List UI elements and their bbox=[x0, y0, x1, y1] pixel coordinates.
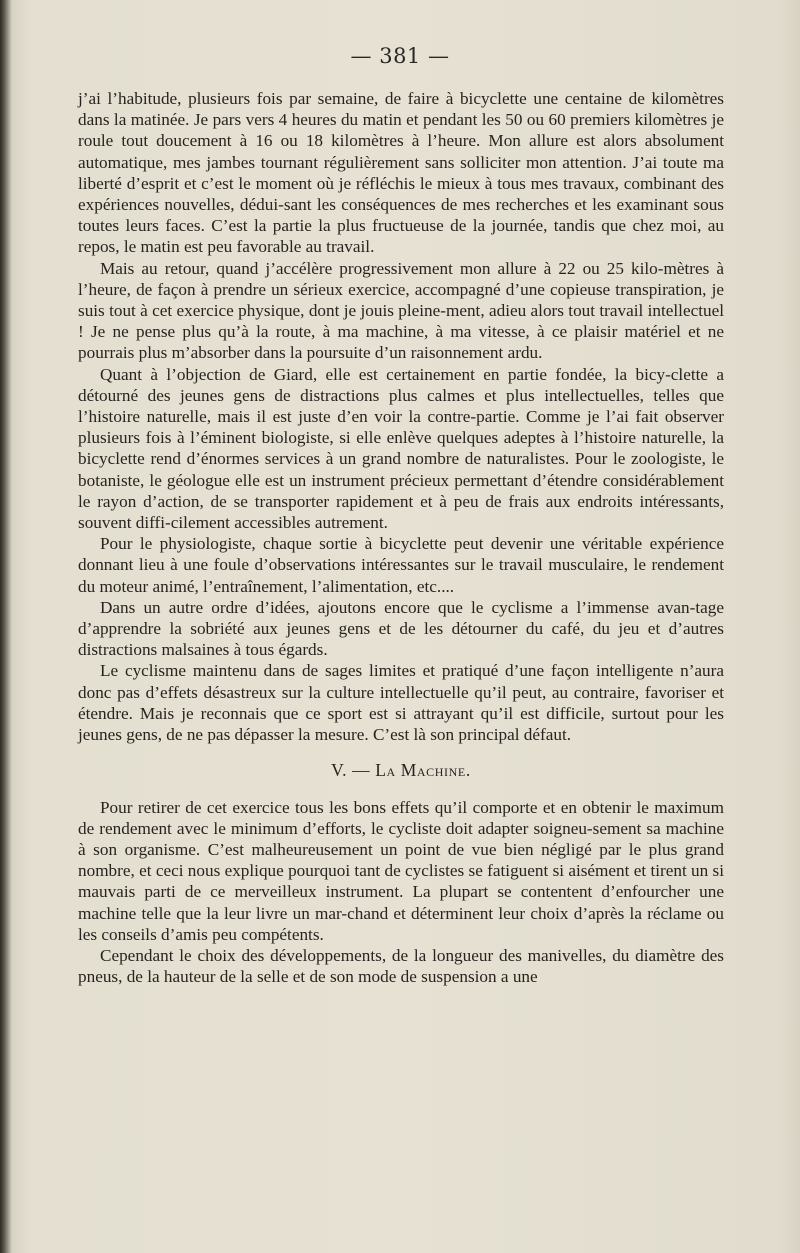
section-title: La Machine. bbox=[375, 760, 471, 781]
body-text bbox=[78, 88, 724, 987]
paragraph-6: Le cyclisme maintenu dans de sages limites et pratiqué d’une façon intelligente n’aura donc pas d’effets désastreux sur la culture intellectuelle qu’il peut, au contraire, favoriser et étendre. Mais je reconnais que ce sport est si attrayant qu’il est difficile, surtout pour les jeunes gens, de ne pas dépasser la mesure. C’est là son principal défaut. bbox=[78, 661, 724, 745]
paragraph-2: Mais au retour, quand j’accélère progressivement mon allure à 22 ou 25 kilo-mètres à l’heure, de façon à prendre un sérieux exercice, accompagné d’une copieuse transpiration, je suis tout à cet exercice physique, dont je jouis pleine-ment, adieu alors tout travail intellectuel ! Je ne pense plus qu’à la route, à ma machine, à ma vitesse, à ce plaisir matériel et ne pourrais plus m’absorber dans la poursuite d’un raisonnement ardu. bbox=[78, 258, 724, 363]
paragraph-4: Pour le physiologiste, chaque sortie à bicyclette peut devenir une véritable expérience donnant lieu à une foule d’observations intéressantes sur le travail musculaire, le rendement du moteur animé, l’entraînement, l’alimentation, etc.... bbox=[78, 534, 724, 596]
paragraph-1: j’ai l’habitude, plusieurs fois par semaine, de faire à bicyclette une centaine de kilomètres dans la matinée. Je pars vers 4 heures du matin et pendant les 50 ou 60 premiers kilomètres je roule tout doucement à 16 ou 18 kilomètres à l’heure. Mon allure est alors absolument automatique, mes jambes tournant régulièrement sans solliciter mon attention. J’ai toute ma liberté d’esprit et c’est le moment où je réfléchis le mieux à tous mes travaux, combinant des expériences nouvelles, dédui-sant les conséquences de mes recherches et les examinant sous toutes leurs faces. C’est la partie la plus fructueuse de la journée, tandis que chez moi, au repos, le matin est peu favorable au travail. bbox=[78, 89, 724, 257]
paragraph-5: Dans un autre ordre d’idées, ajoutons encore que le cyclisme a l’immense avan-tage d’apprendre la sobriété aux jeunes gens et de les détourner du café, du jeu et d’autres distractions malsaines à tous égards. bbox=[78, 597, 724, 660]
section-heading bbox=[78, 760, 724, 781]
paragraph-3: Quant à l’objection de Giard, elle est certainement en partie fondée, la bicy-clette a détourné des jeunes gens de distractions plus calmes et plus intellectuelles, telles que l’histoire naturelle, mais il est juste d’en voir la contre-partie. Comme je l’ai fait observer plusieurs fois à l’éminent biologiste, si elle enlève quelques adeptes à l’histoire naturelle, la bicyclette rend d’énormes services à un grand nombre de naturalistes. Pour le zoologiste, le botaniste, le géologue elle est un instrument précieux permettant d’étendre considérablement le rayon d’action, de se transporter rapidement et à peu de frais aux endroits intéressants, souvent diffi-cilement accessibles autrement. bbox=[78, 364, 724, 533]
binding-edge-shadow bbox=[0, 0, 12, 1253]
section-number: V. — bbox=[331, 760, 371, 781]
paragraph-8: Cependant le choix des développements, de la longueur des manivelles, du diamètre des pneus, de la hauteur de la selle et de son mode de suspension a une bbox=[78, 945, 724, 987]
paragraph-7: Pour retirer de cet exercice tous les bons effets qu’il comporte et en obtenir le maximum de rendement avec le minimum d’efforts, le cycliste doit adapter soigneu-sement sa machine à son organisme. C’est malheureusement un point de vue bien négligé par le plus grand nombre, et ceci nous explique pourquoi tant de cyclistes se fatiguent si aisément et tirent un si mauvais parti de ce merveilleux instrument. La plupart se contentent d’enfourcher une machine telle que la leur livre un mar-chand et déterminent leur choix d’après la réclame ou les conseils d’amis peu compétents. bbox=[78, 797, 724, 944]
page-number: — 381 — bbox=[350, 44, 450, 68]
